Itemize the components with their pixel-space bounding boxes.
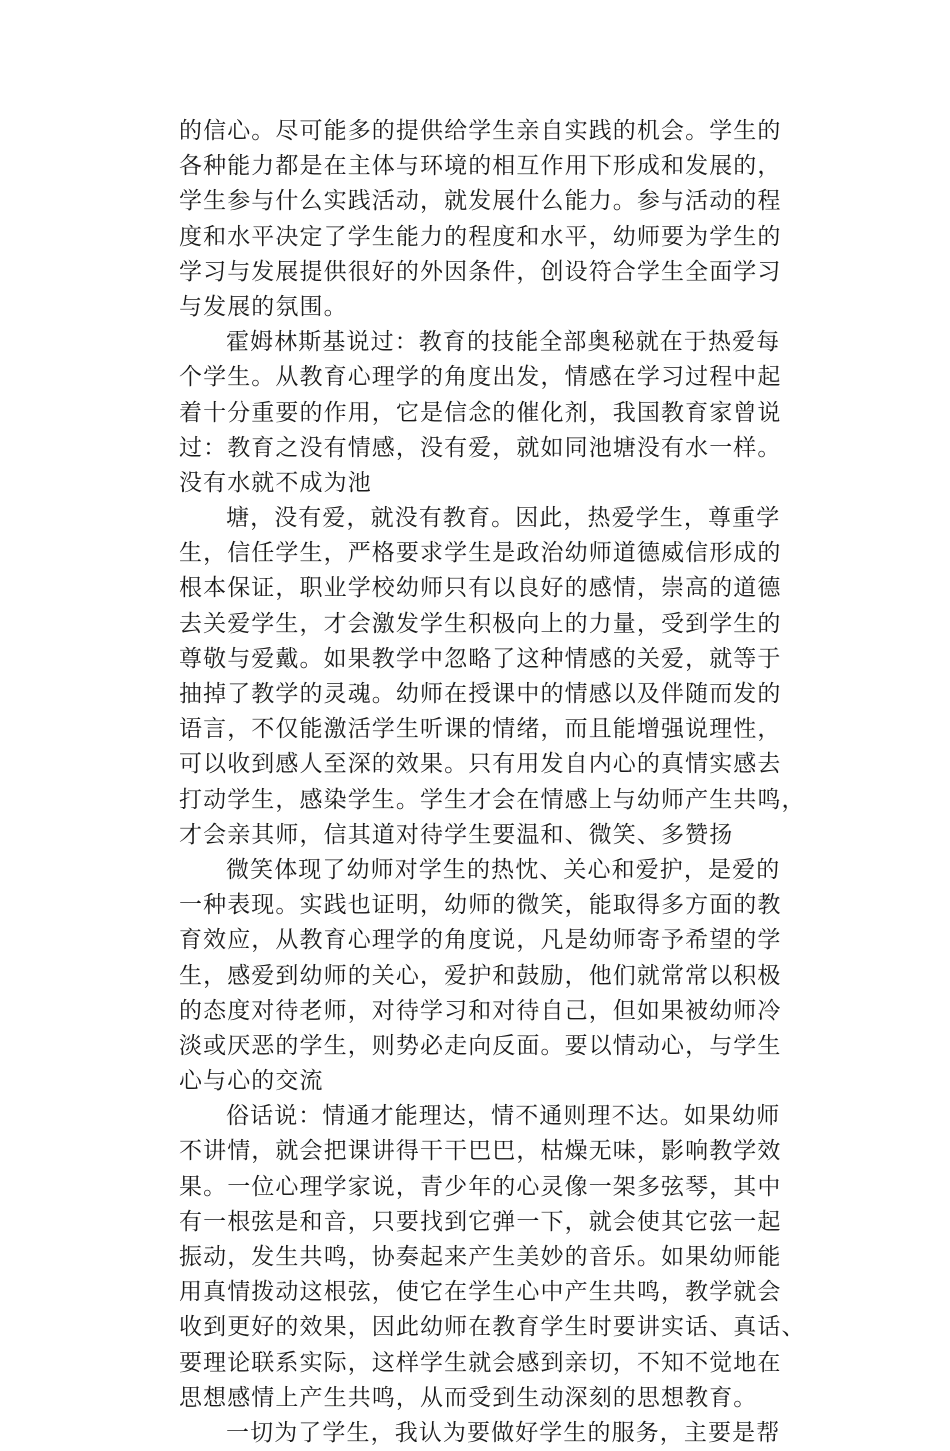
text-line: 抽掉了教学的灵魂。幼师在授课中的情感以及伴随而发的: [179, 681, 782, 707]
text-line: 个学生。从教育心理学的角度出发，情感在学习过程中起: [179, 364, 782, 391]
text-line: 淡或厌恶的学生，则势必走向反面。要以情动心，与学生: [179, 1032, 782, 1059]
text-line: 各种能力都是在主体与环境的相互作用下形成和发展的，: [179, 153, 782, 180]
text-line: 用真情拨动这根弦，使它在学生心中产生共鸣，教学就会: [179, 1279, 782, 1306]
text-line: 根本保证，职业学校幼师只有以良好的感情，崇高的道德: [179, 575, 782, 602]
text-line: 有一根弦是和音，只要找到它弹一下，就会使其它弦一起: [179, 1208, 782, 1235]
text-line: 收到更好的效果，因此幼师在教育学生时要讲实话、真话、: [179, 1314, 806, 1341]
text-line: 没有水就不成为池: [179, 469, 372, 496]
text-line: 才会亲其师，信其道对待学生要温和、微笑、多赞扬: [179, 821, 734, 848]
text-line: 育效应，从教育心理学的角度说，凡是幼师寄予希望的学: [179, 927, 782, 954]
text-line: 去关爱学生，才会激发学生积极向上的力量，受到学生的: [179, 610, 782, 637]
text-line: 要理论联系实际，这样学生就会感到亲切，不知不觉地在: [179, 1349, 782, 1376]
text-line: 的态度对待老师，对待学习和对待自己，但如果被幼师冷: [179, 997, 782, 1024]
text-line: 着十分重要的作用，它是信念的催化剂，我国教育家曾说: [179, 399, 782, 426]
text-line: 可以收到感人至深的效果。只有用发自内心的真情实感去: [179, 751, 782, 778]
text-line: 与发展的氛围。: [179, 293, 348, 320]
paragraph-first-line: 塘，没有爱，就没有教育。因此，热爱学生，尊重学: [226, 505, 781, 532]
body-text: [179, 114, 806, 1451]
paragraph-first-line: 微笑体现了幼师对学生的热忱、关心和爱护，是爱的: [226, 856, 781, 883]
paragraph-first-line: 霍姆林斯基说过：教育的技能全部奥秘就在于热爱每: [226, 329, 781, 356]
text-line: 打动学生，感染学生。学生才会在情感上与幼师产生共鸣，: [179, 786, 806, 813]
text-line: 学习与发展提供很好的外因条件，创设符合学生全面学习: [179, 258, 782, 285]
text-line: 尊敬与爱戴。如果教学中忽略了这种情感的关爱，就等于: [179, 645, 782, 672]
text-line: 过：教育之没有情感，没有爱，就如同池塘没有水一样。: [179, 434, 782, 461]
paragraph-first-line: 一切为了学生，我认为要做好学生的服务，主要是帮: [226, 1419, 781, 1446]
text-line: 度和水平决定了学生能力的程度和水平，幼师要为学生的: [179, 223, 782, 250]
text-line: 心与心的交流: [179, 1068, 324, 1095]
text-line: 的信心。尽可能多的提供给学生亲自实践的机会。学生的: [179, 118, 782, 144]
text-line: 学生参与什么实践活动，就发展什么能力。参与活动的程: [179, 188, 782, 215]
text-line: 不讲情，就会把课讲得干干巴巴，枯燥无味，影响教学效: [179, 1138, 782, 1165]
text-line: 生，感爱到幼师的关心，爱护和鼓励，他们就常常以积极: [179, 962, 782, 989]
text-line: 一种表现。实践也证明，幼师的微笑，能取得多方面的教: [179, 892, 782, 919]
text-line: 振动，发生共鸣，协奏起来产生美妙的音乐。如果幼师能: [179, 1244, 782, 1270]
text-line: 生，信任学生，严格要求学生是政治幼师道德威信形成的: [179, 540, 782, 567]
text-line: 果。一位心理学家说，青少年的心灵像一架多弦琴，其中: [179, 1173, 782, 1200]
text-line: 思想感情上产生共鸣，从而受到生动深刻的思想教育。: [179, 1384, 758, 1411]
text-line: 语言，不仅能激活学生听课的情绪，而且能增强说理性，: [179, 716, 782, 743]
paragraph-first-line: 俗话说：情通才能理达，情不通则理不达。如果幼师: [226, 1103, 781, 1130]
